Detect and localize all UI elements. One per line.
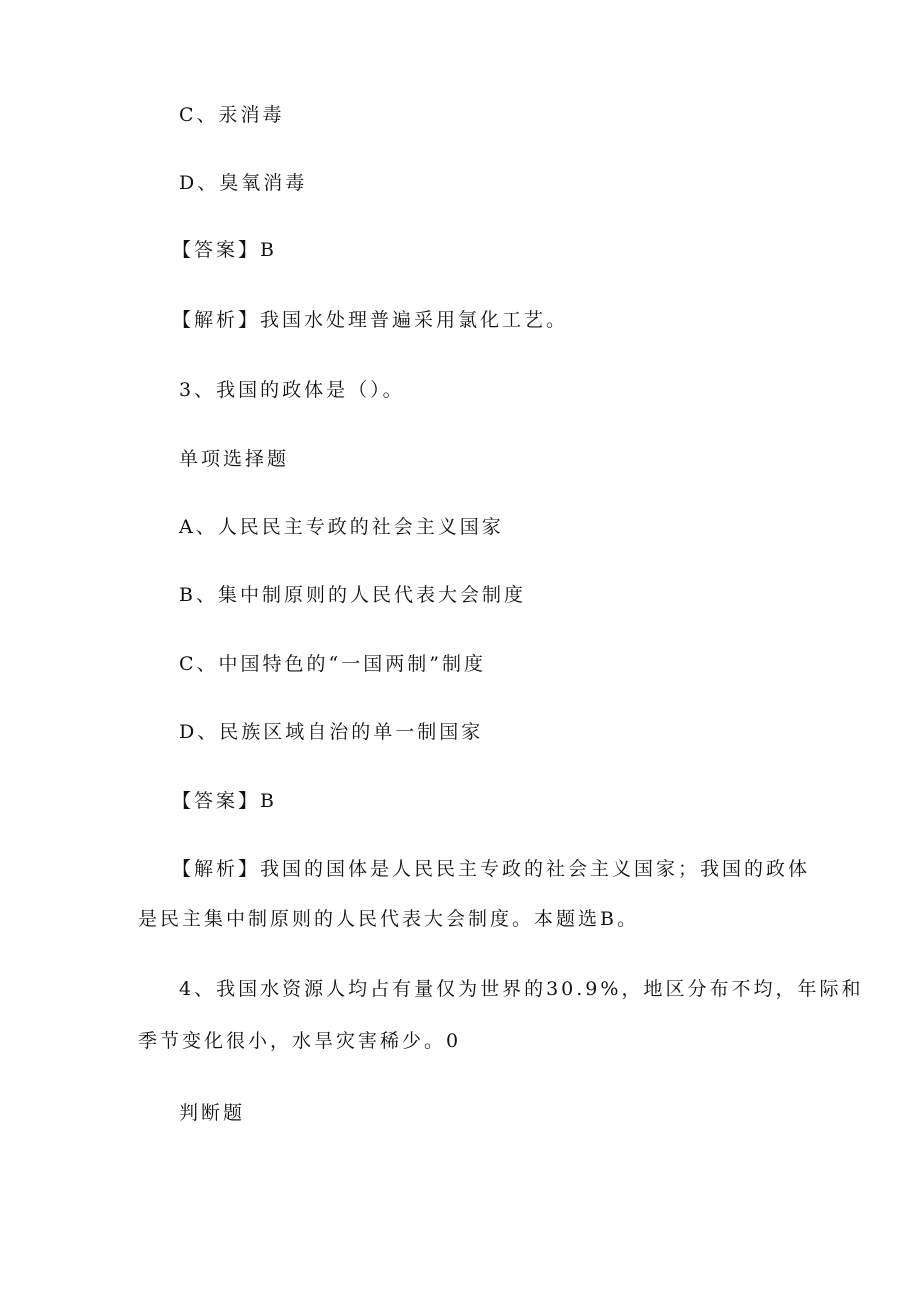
q2-option-d: D、臭氧消毒 <box>179 172 308 194</box>
q3-option-c: C、中国特色的“一国两制”制度 <box>179 653 486 675</box>
q4-question-line2: 季节变化很小，水旱灾害稀少。0 <box>138 1030 462 1052</box>
q4-question-type: 判断题 <box>179 1102 246 1124</box>
q3-option-b: B、集中制原则的人民代表大会制度 <box>179 584 526 606</box>
q3-option-d: D、民族区域自治的单一制国家 <box>179 721 484 743</box>
q3-question: 3、我国的政体是（）。 <box>179 379 405 401</box>
q3-analysis-line1: 【解析】我国的国体是人民民主专政的社会主义国家；我国的政体 <box>172 858 811 880</box>
q2-analysis: 【解析】我国水处理普遍采用氯化工艺。 <box>172 309 569 331</box>
q2-option-c: C、汞消毒 <box>179 104 285 126</box>
q3-question-type: 单项选择题 <box>179 448 290 470</box>
q3-option-a: A、人民民主专政的社会主义国家 <box>179 516 504 538</box>
q3-analysis-line2: 是民主集中制原则的人民代表大会制度。本题选B。 <box>138 908 639 930</box>
q3-answer: 【答案】B <box>172 790 277 812</box>
q4-question-line1: 4、我国水资源人均占有量仅为世界的30.9%，地区分布不均，年际和 <box>179 978 864 1000</box>
q2-answer: 【答案】B <box>172 239 277 261</box>
